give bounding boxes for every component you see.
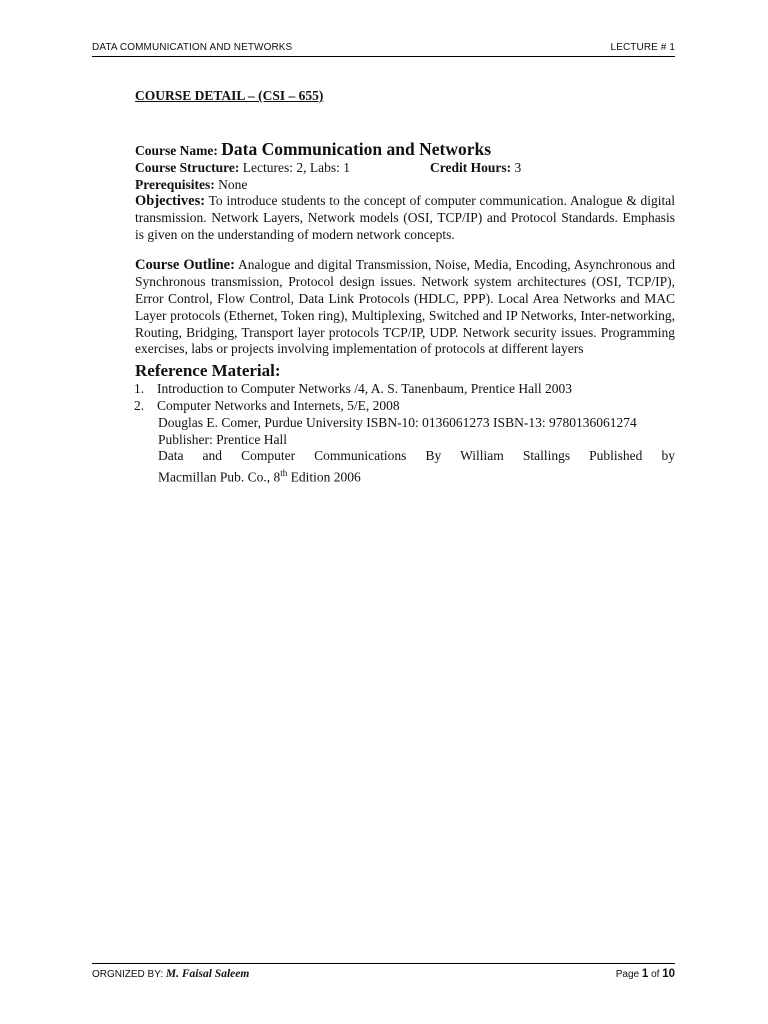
course-name-value: Data Communication and Networks — [221, 139, 492, 159]
footer-organizer — [92, 968, 249, 980]
reference-item — [135, 398, 675, 415]
total-pages: 10 — [662, 968, 675, 980]
current-page: 1 — [641, 968, 649, 980]
header-lecture: LECTURE # 1 — [610, 42, 675, 53]
reference-text: Computer Networks and Internets, 5/E, 2008 — [157, 397, 400, 413]
reference-text: Introduction to Computer Networks /4, A. S. Tanenbaum, Prentice Hall 2003 — [157, 381, 572, 397]
course-outline-text: Analogue and digital Transmission, Noise, Media, Encoding, Asynchronous and Synchronous transmission, Protocol design issues. Network system architectures (OSI, TCP/IP), Error Control, Flow Control, Data Link Protocols (HDLC, PPP). Local Area Networks and MAC Layer protocols (Ethernet, Token ring), Multiplexing, Switched and IP Networks, Inter-networking, Routing, Bridging, Transport layer protocols TCP/IP, UDP. Network security issues. Programming exercises, labs or projects involving implementation of protocols at different layers — [135, 257, 676, 357]
course-outline-label: Course Outline: — [135, 257, 235, 274]
course-structure-value: Lectures: 2, Labs: 1 — [242, 160, 350, 175]
objectives-paragraph — [135, 193, 675, 243]
course-detail-heading: COURSE DETAIL – (CSI – 655) — [135, 88, 324, 103]
of-word: of — [648, 969, 663, 980]
objectives-label: Objectives: — [135, 193, 206, 209]
header-title: DATA COMMUNICATION AND NETWORKS — [92, 42, 293, 53]
author-name: M. Faisal Saleem — [165, 968, 250, 980]
stallings-publisher: Macmillan Pub. Co., 8 — [158, 469, 281, 485]
prerequisites-value: None — [218, 177, 248, 192]
course-outline-paragraph — [135, 257, 675, 358]
reference-number: 2. — [134, 397, 145, 413]
reference-details — [158, 415, 675, 487]
page-word: Page — [615, 969, 642, 980]
document-body — [135, 88, 675, 486]
prerequisites-row — [135, 176, 675, 193]
page-footer — [92, 963, 675, 980]
stallings-reference-line2 — [158, 465, 675, 486]
course-name-label: Course Name: — [135, 143, 218, 158]
credit-hours-label: Credit Hours: — [430, 160, 512, 175]
reference-item — [135, 381, 675, 398]
page-header — [92, 42, 675, 57]
page-number — [616, 968, 675, 980]
reference-title: Reference Material: — [135, 361, 281, 381]
comer-reference: Douglas E. Comer, Purdue University ISBN-10: 0136061273 ISBN-13: 9780136061274 Publisher: Prentice Hall — [158, 414, 637, 447]
course-name-row — [135, 141, 675, 159]
credit-hours-value: 3 — [514, 160, 522, 175]
edition-superscript: th — [280, 468, 288, 479]
course-structure-label: Course Structure: — [135, 160, 240, 175]
organized-by-label: ORGNIZED BY: — [92, 969, 166, 980]
reference-number: 1. — [134, 381, 145, 397]
prerequisites-label: Prerequisites: — [135, 177, 215, 192]
stallings-edition: Edition 2006 — [287, 469, 361, 485]
stallings-reference-line1: Data and Computer Communications By William Stallings Published by — [158, 448, 675, 464]
reference-list — [135, 381, 675, 415]
objectives-text: To introduce students to the concept of computer communication. Analogue & digital transmission. Network Layers, Network models (OSI, TCP/IP) and Protocol Standards. Emphasis is given on the understanding of modern network concepts. — [135, 193, 675, 242]
course-structure-row — [135, 159, 675, 176]
